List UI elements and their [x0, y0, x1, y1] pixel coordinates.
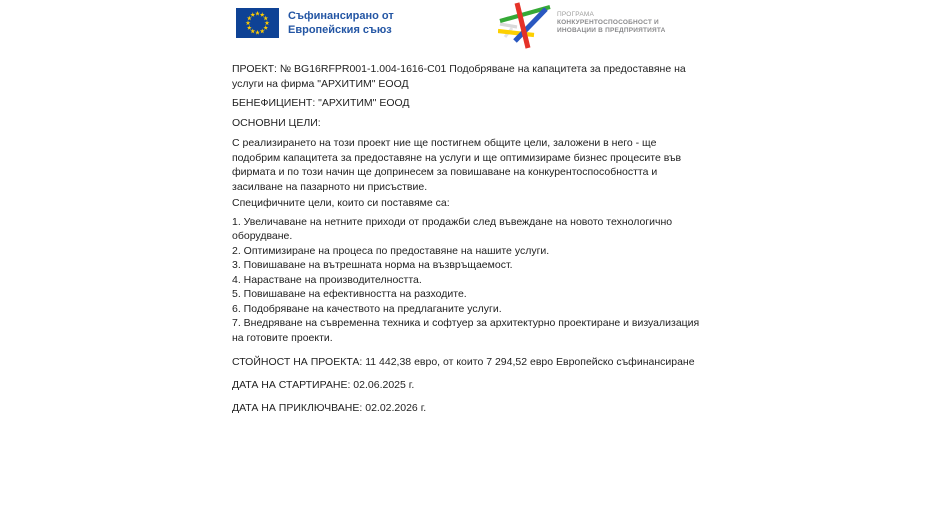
specific-goal-item: 3. Повишаване на вътрешната норма на възвръщаемост.	[232, 259, 513, 271]
eu-flag-icon	[236, 8, 279, 38]
program-logo-icon	[498, 2, 552, 50]
eu-logo-text-line1: Съфинансирано от	[288, 10, 394, 22]
project-title: ПРОЕКТ: № BG16RFPR001-1.004-1616-C01 Подобряване на капацитета за предоставяне на услуги на фирма "АРХИТИМ" ЕООД	[232, 63, 686, 90]
specific-goals-intro: Специфичните цели, които си поставяме са:	[232, 197, 450, 209]
specific-goal-item: 6. Подобряване на качеството на предлаганите услуги.	[232, 302, 502, 315]
program-logo-text-line3: ИНОВАЦИИ В ПРЕДПРИЯТИЯТА	[557, 27, 666, 34]
specific-goal-item: 7. Внедряване на съвременна техника и софтуер за архитектурно проектиране и визуализация на готовите проекти.	[232, 317, 700, 344]
main-goals-paragraph: С реализирането на този проект ние ще постигнем общите цели, заложени в него - ще подобрим капацитета за предоставяне на услуги и ще оптимизираме бизнес процесите във фирмата и по този начин ще допринесем за повишаване на конкурентоспособността и засилване на пазарното ни присъствие.	[232, 137, 682, 193]
program-logo-text-line1: ПРОГРАМА	[557, 11, 595, 18]
program-logo-text-line2: КОНКУРЕНТОСПОСОБНОСТ И	[557, 19, 659, 26]
specific-goal-item: 5. Повишаване на ефективността на разходите.	[232, 288, 467, 300]
document-body	[232, 62, 702, 416]
main-goals-heading: ОСНОВНИ ЦЕЛИ:	[232, 116, 321, 129]
project-value-line: СТОЙНОСТ НА ПРОЕКТА: 11 442,38 евро, от които 7 294,52 евро Европейско съфинансиране	[232, 356, 695, 368]
program-logo	[498, 2, 666, 50]
specific-goal-item: 2. Оптимизиране на процеса по предоставяне на нашите услуги.	[232, 244, 550, 257]
beneficiary-line: БЕНЕФИЦИЕНТ: "АРХИТИМ" ЕООД	[232, 97, 410, 109]
specific-goals-list	[232, 215, 702, 346]
program-logo-text	[557, 2, 666, 35]
specific-goal-item: 4. Нарастване на производителността.	[232, 273, 422, 286]
eu-logo-text-line2: Европейския съюз	[288, 24, 392, 36]
eu-logo-text	[288, 8, 394, 37]
start-date-line: ДАТА НА СТАРТИРАНЕ: 02.06.2025 г.	[232, 379, 415, 391]
end-date-line: ДАТА НА ПРИКЛЮЧВАНЕ: 02.02.2026 г.	[232, 402, 427, 414]
eu-cofunded-logo	[236, 8, 394, 38]
specific-goal-item: 1. Увеличаване на нетните приходи от продажби след въвеждане на новото технологично оборудване.	[232, 215, 673, 242]
